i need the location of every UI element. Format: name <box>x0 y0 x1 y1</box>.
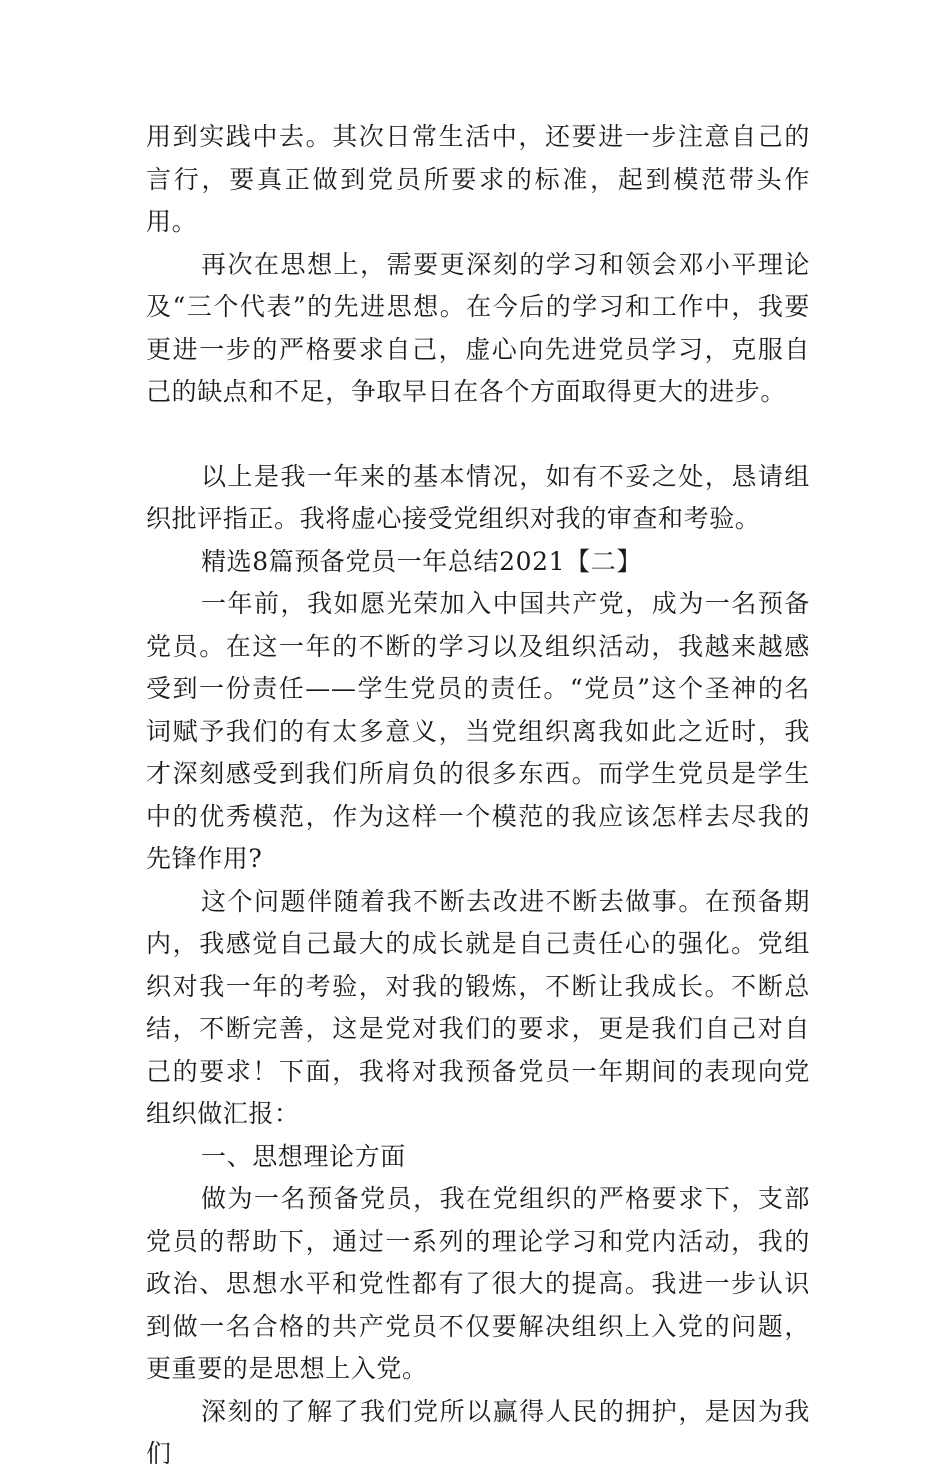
paragraph-party-understanding: 深刻的了解了我们党所以赢得人民的拥护，是因为我们 <box>146 1396 810 1468</box>
paragraph-introduction: 一年前，我如愿光荣加入中国共产党，成为一名预备党员。在这一年的不断的学习以及组织活动，我越来越感受到一份责任——学生党员的责任。“党员”这个圣神的名词赋予我们的有太多意义，当党组织离我如此之近时，我才深刻感受到我们所肩负的很多东西。而学生党员是学生中的优秀模范，作为这样一个模范的我应该怎样去尽我的先锋作用? <box>146 589 810 873</box>
section-heading: 精选8篇预备党员一年总结2021【二】 <box>201 546 642 576</box>
paragraph-theory-study: 做为一名预备党员，我在党组织的严格要求下，支部党员的帮助下，通过一系列的理论学习和党内活动，我的政治、思想水平和党性都有了很大的提高。我进一步认识到做一名合格的共产党员不仅要解决组织上入党的问题，更重要的是思想上入党。 <box>146 1184 810 1383</box>
paragraph-closing-remarks: 以上是我一年来的基本情况，如有不妥之处，恳请组织批评指正。我将虚心接受党组织对我的审查和考验。 <box>146 461 810 533</box>
document-body <box>146 116 810 1476</box>
paragraph-thought-improvement: 再次在思想上，需要更深刻的学习和领会邓小平理论及“三个代表”的先进思想。在今后的学习和工作中，我要更进一步的严格要求自己，虚心向先进党员学习，克服自己的缺点和不足，争取早日在各个方面取得更大的进步。 <box>146 249 810 406</box>
paragraph-growth: 这个问题伴随着我不断去改进不断去做事。在预备期内，我感觉自己最大的成长就是自己责任心的强化。党组织对我一年的考验，对我的锻炼，不断让我成长。不断总结，不断完善，这是党对我们的要求，更是我们自己对自己的要求！下面，我将对我预备党员一年期间的表现向党组织做汇报： <box>146 886 810 1128</box>
paragraph-continuation: 用到实践中去。其次日常生活中，还要进一步注意自己的言行，要真正做到党员所要求的标准，起到模范带头作用。 <box>146 122 810 236</box>
subsection-heading: 一、思想理论方面 <box>201 1141 406 1171</box>
